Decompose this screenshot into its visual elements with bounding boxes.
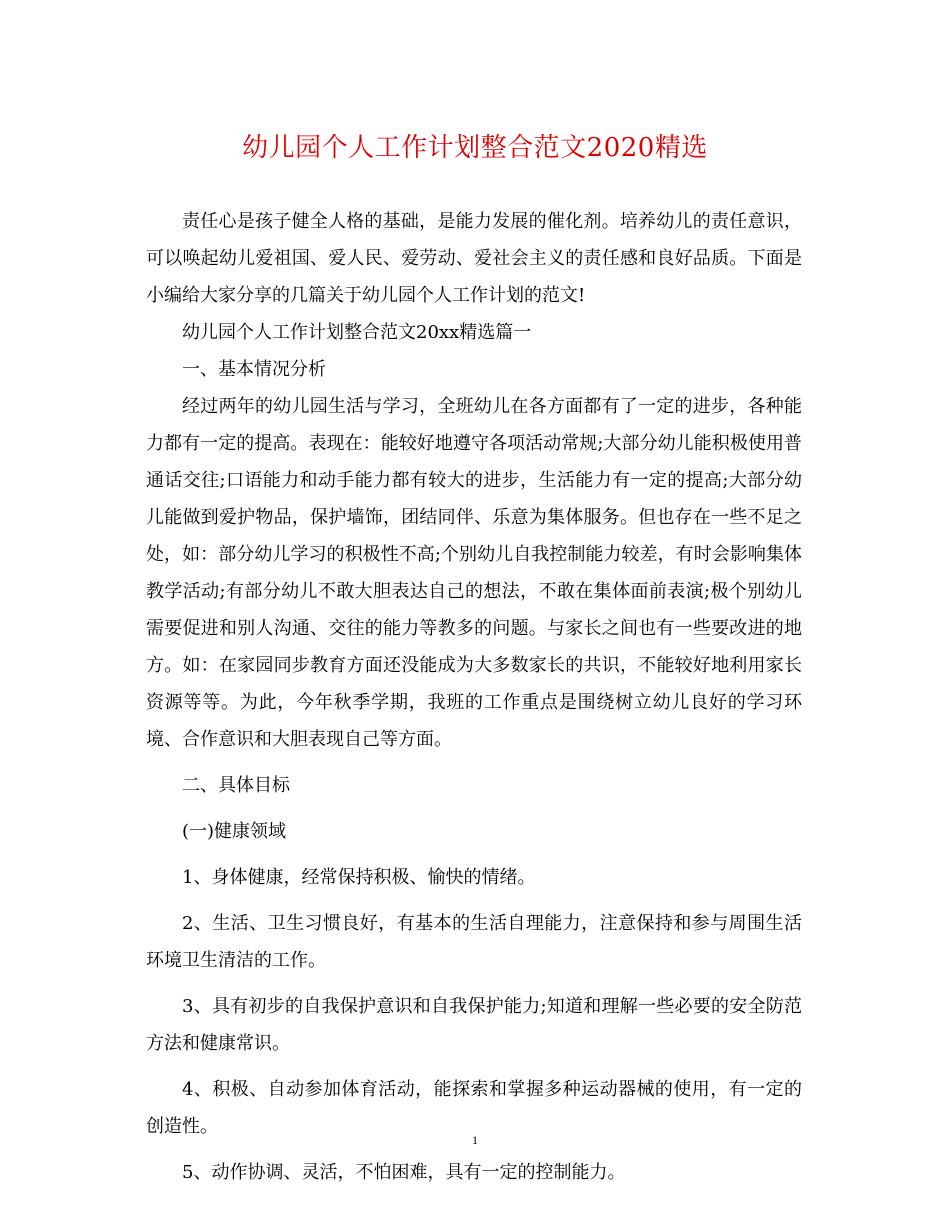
heading-specific-goals: 二、具体目标 [182, 775, 290, 796]
list-item-3: 3、具有初步的自我保护意识和自我保护能力;知道和理解一些必要的安全防范方法和健康常识。 [146, 996, 802, 1054]
page-number: 1 [472, 1133, 478, 1147]
list-item-2: 2、生活、卫生习惯良好，有基本的生活自理能力，注意保持和参与周围生活环境卫生清洁的工作。 [146, 913, 802, 971]
document-body [146, 203, 802, 1191]
paragraph-analysis: 经过两年的幼儿园生活与学习，全班幼儿在各方面都有了一定的进步，各种能力都有一定的提高。表现在：能较好地遵守各项活动常规;大部分幼儿能积极使用普通话交往;口语能力和动手能力都有较大的进步，生活能力有一定的提高;大部分幼儿能做到爱护物品，保护墙饰，团结同伴、乐意为集体服务。但也存在一些不足之处，如：部分幼儿学习的积极性不高;个别幼儿自我控制能力较差，有时会影响集体教学活动;有部分幼儿不敢大胆表达自己的想法，不敢在集体面前表演;极个别幼儿需要促进和别人沟通、交往的能力等教多的问题。与家长之间也有一些要改进的地方。如：在家园同步教育方面还没能成为大多数家长的共识，不能较好地利用家长资源等等。为此，今年秋季学期，我班的工作重点是围绕树立幼儿良好的学习环境、合作意识和大胆表现自己等方面。 [146, 396, 802, 750]
list-item-5: 5、动作协调、灵活，不怕困难，具有一定的控制能力。 [182, 1162, 626, 1183]
document-title: 幼儿园个人工作计划整合范文2020精选 [242, 133, 708, 163]
list-item-4: 4、积极、自动参加体育活动，能探索和掌握多种运动器械的使用，有一定的创造性。 [146, 1079, 802, 1137]
heading-health-domain: (一)健康领域 [182, 821, 287, 842]
paragraph-intro: 责任心是孩子健全人格的基础，是能力发展的催化剂。培养幼儿的责任意识，可以唤起幼儿爱祖国、爱人民、爱劳动、爱社会主义的责任感和良好品质。下面是小编给大家分享的几篇关于幼儿园个人工作计划的范文! [146, 211, 802, 306]
paragraph-section-title: 幼儿园个人工作计划整合范文20xx精选篇一 [182, 322, 532, 343]
list-item-1: 1、身体健康，经常保持积极、愉快的情绪。 [182, 867, 536, 888]
heading-basic-analysis: 一、基本情况分析 [182, 359, 326, 380]
